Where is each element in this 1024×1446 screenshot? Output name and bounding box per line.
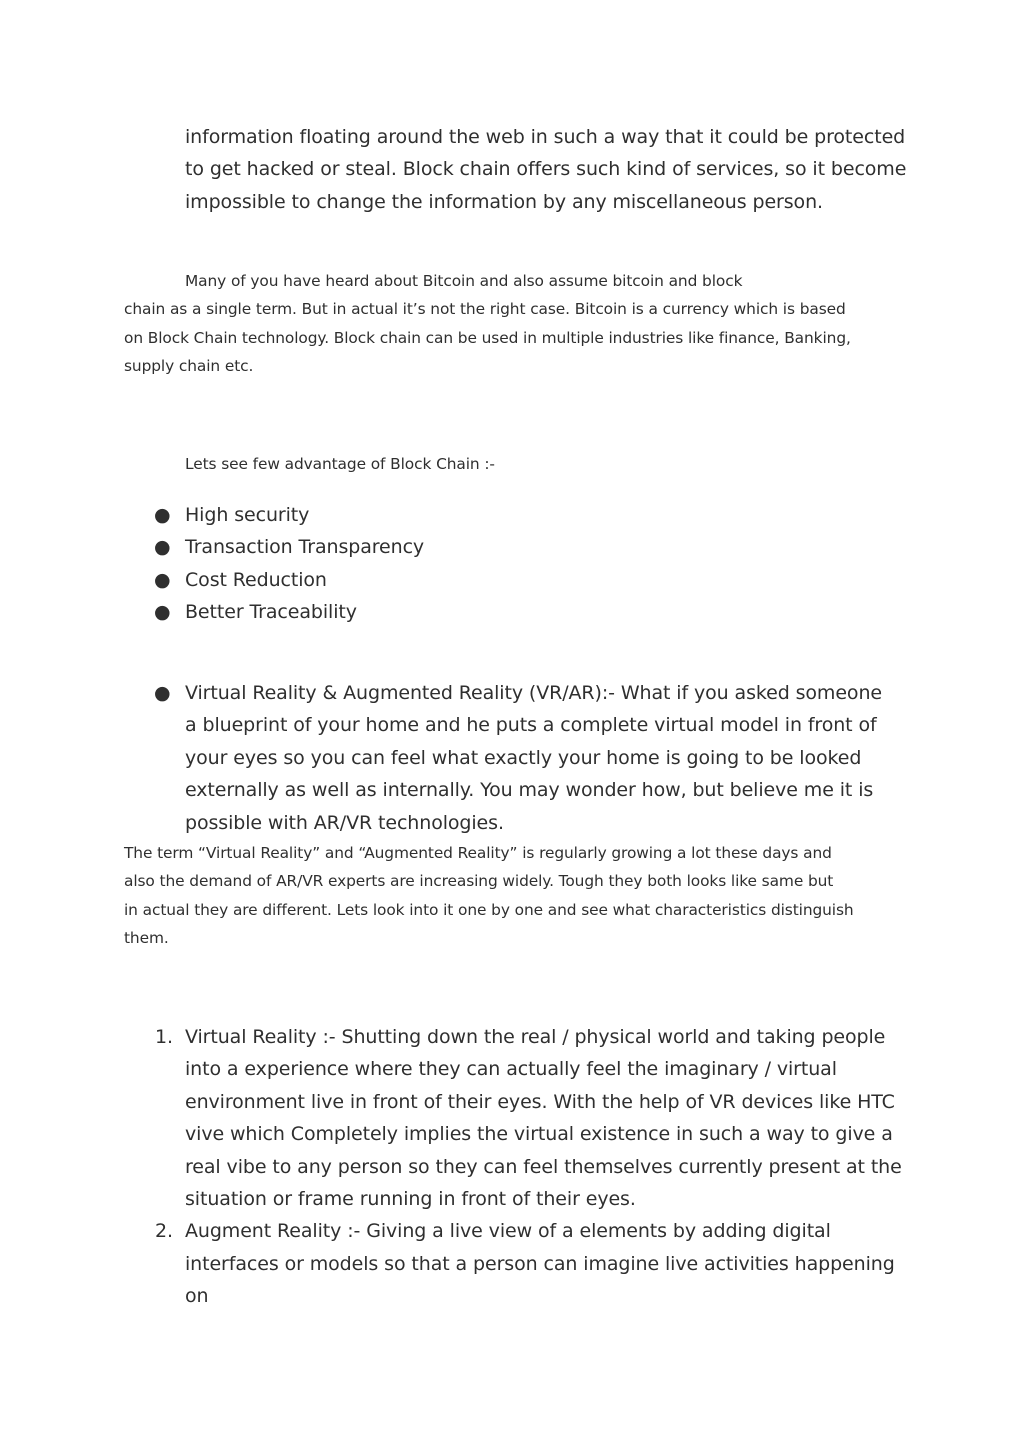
vr-ar-line: a blueprint of your home and he puts a complete virtual model in front of xyxy=(185,714,877,737)
bullet-icon: ● xyxy=(154,536,171,559)
vr-ar-line: possible with AR/VR technologies. xyxy=(185,811,504,834)
vr-ar-list xyxy=(0,677,1024,839)
numbered-item xyxy=(0,1021,915,1215)
list-item-text: Better Traceability xyxy=(185,601,357,624)
list-item-text: Cost Reduction xyxy=(185,568,327,591)
numbered-item xyxy=(0,1215,915,1312)
item-number: 1. xyxy=(155,1026,173,1048)
term-line: in actual they are different. Lets look into it one by one and see what characteristics distinguish xyxy=(124,900,854,919)
list-item xyxy=(0,499,915,531)
list-item xyxy=(0,596,915,628)
list-item-text: High security xyxy=(185,504,310,526)
numbered-line: vive which Completely implies the virtual existence in such a way to give a xyxy=(185,1123,893,1146)
bitcoin-line: Many of you have heard about Bitcoin and also assume bitcoin and block xyxy=(185,272,743,290)
advantages-heading: Lets see few advantage of Block Chain :- xyxy=(185,455,495,473)
term-line: The term “Virtual Reality” and “Augmented Reality” is regularly growing a lot these days and xyxy=(124,844,832,862)
intro-line: to get hacked or steal. Block chain offers such kind of services, so it become xyxy=(185,158,907,181)
bitcoin-line: chain as a single term. But in actual it’s not the right case. Bitcoin is a currency which is based xyxy=(124,300,846,319)
term-line: them. xyxy=(124,928,169,947)
list-item xyxy=(0,564,915,596)
vr-ar-line: Virtual Reality & Augmented Reality (VR/AR):- What if you asked someone xyxy=(185,682,882,704)
list-item xyxy=(0,531,915,563)
bitcoin-paragraph xyxy=(124,267,904,380)
vr-ar-line: externally as well as internally. You may wonder how, but believe me it is xyxy=(185,779,874,802)
numbered-line: real vibe to any person so they can feel themselves currently present at the xyxy=(185,1155,902,1178)
bitcoin-line: on Block Chain technology. Block chain can be used in multiple industries like finance, Banking, xyxy=(124,328,851,347)
numbered-list xyxy=(0,1021,1024,1313)
list-item xyxy=(0,677,915,839)
intro-line: impossible to change the information by any miscellaneous person. xyxy=(185,190,823,213)
numbered-line: into a experience where they can actually feel the imaginary / virtual xyxy=(185,1058,837,1081)
numbered-line: interfaces or models so that a person can imagine live activities happening on xyxy=(185,1252,895,1308)
bitcoin-line: supply chain etc. xyxy=(124,356,254,375)
numbered-line: environment live in front of their eyes. With the help of VR devices like HTC xyxy=(185,1090,895,1113)
intro-paragraph xyxy=(185,121,915,218)
term-paragraph xyxy=(124,839,904,952)
bullet-icon: ● xyxy=(154,682,171,704)
numbered-line: situation or frame running in front of their eyes. xyxy=(185,1188,636,1211)
intro-line: information floating around the web in such a way that it could be protected xyxy=(185,126,906,148)
term-line: also the demand of AR/VR experts are increasing widely. Tough they both looks like same but xyxy=(124,872,834,891)
bullet-icon: ● xyxy=(154,568,171,591)
advantages-list xyxy=(0,499,1024,629)
bullet-icon: ● xyxy=(154,504,171,526)
bullet-icon: ● xyxy=(154,601,171,624)
numbered-line: Augment Reality :- Giving a live view of a elements by adding digital xyxy=(185,1220,831,1243)
vr-ar-line: your eyes so you can feel what exactly your home is going to be looked xyxy=(185,746,862,769)
item-number: 2. xyxy=(155,1220,173,1243)
list-item-text: Transaction Transparency xyxy=(185,536,425,559)
numbered-line: Virtual Reality :- Shutting down the real / physical world and taking people xyxy=(185,1026,886,1048)
